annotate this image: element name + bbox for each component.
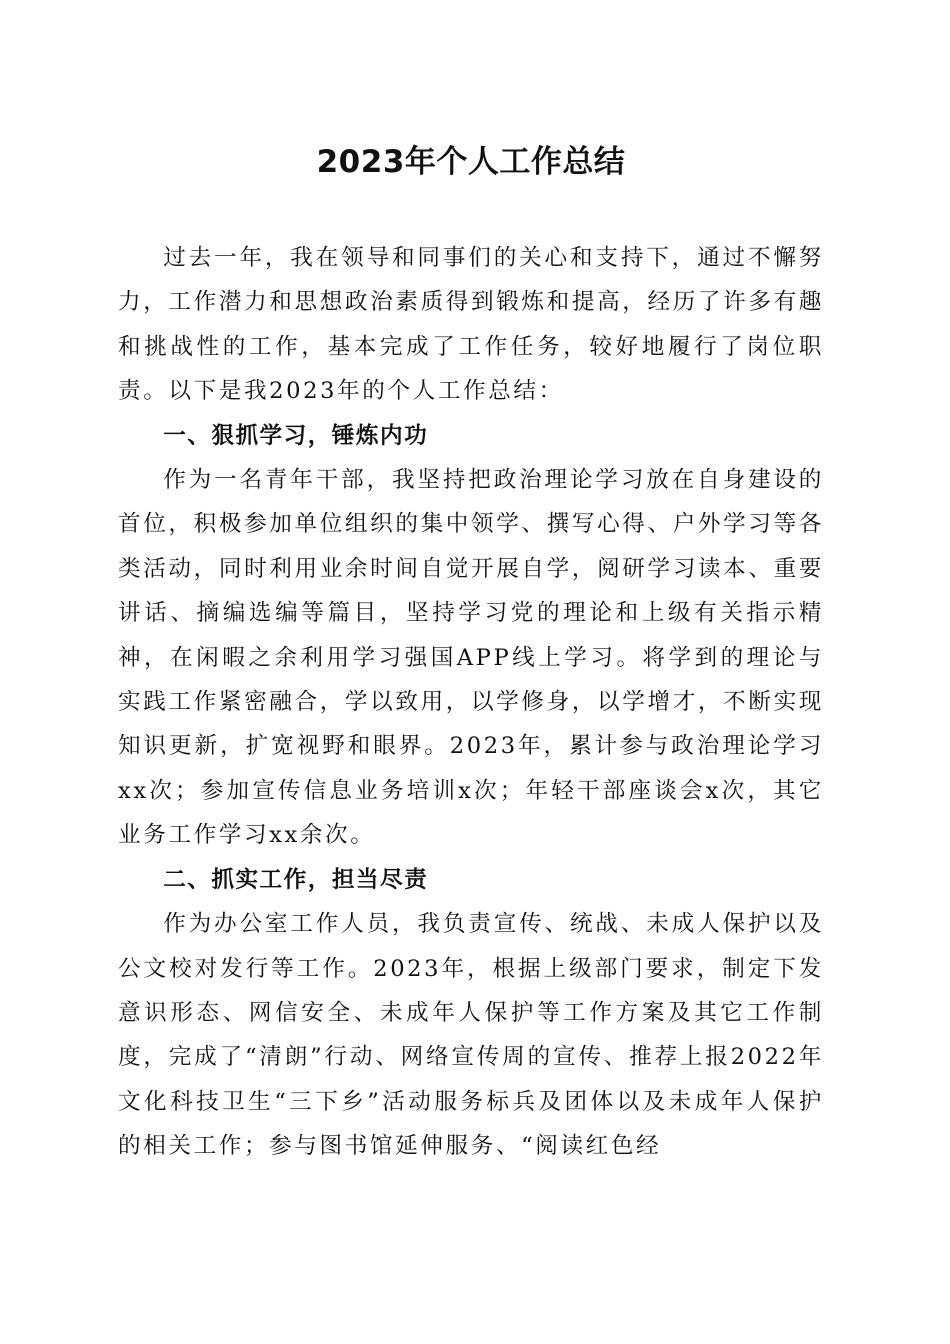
section-heading-work: 二、抓实工作，担当尽责 xyxy=(163,866,429,893)
section-heading-study: 一、狠抓学习，锤炼内功 xyxy=(163,422,429,449)
document-title: 2023年个人工作总结 xyxy=(316,144,626,180)
section-body-work: 作为办公室工作人员，我负责宣传、统战、未成人保护以及公文校对发行等工作。2023年，根据上级部门要求，制定下发意识形态、网信安全、未成年人保护等工作方案及其它工作制度，完成了“清朗”行动、网络宣传周的宣传、推荐上报2022年文化科技卫生“三下乡”活动服务标兵及团体以及未成年人保护的相关工作；参与图书馆延伸服务、“阅读红色经 xyxy=(118,911,824,1160)
document-page xyxy=(118,140,824,1169)
intro-paragraph: 过去一年，我在领导和同事们的关心和支持下，通过不懈努力，工作潜力和思想政治素质得到锻炼和提高，经历了许多有趣和挑战性的工作，基本完成了工作任务，较好地履行了岗位职责。以下是我2023年的个人工作总结： xyxy=(118,245,824,405)
section-body-study: 作为一名青年干部，我坚持把政治理论学习放在自身建设的首位，积极参加单位组织的集中领学、撰写心得、户外学习等各类活动，同时利用业余时间自觉开展自学，阅研学习读本、重要讲话、摘编选编等篇目，坚持学习党的理论和上级有关指示精神，在闲暇之余利用学习强国APP线上学习。将学到的理论与实践工作紧密融合，学以致用，以学修身，以学增才，不断实现知识更新，扩宽视野和眼界。2023年，累计参与政治理论学习xx次；参加宣传信息业务培训x次；年轻干部座谈会x次，其它业务工作学习xx余次。 xyxy=(118,467,824,849)
